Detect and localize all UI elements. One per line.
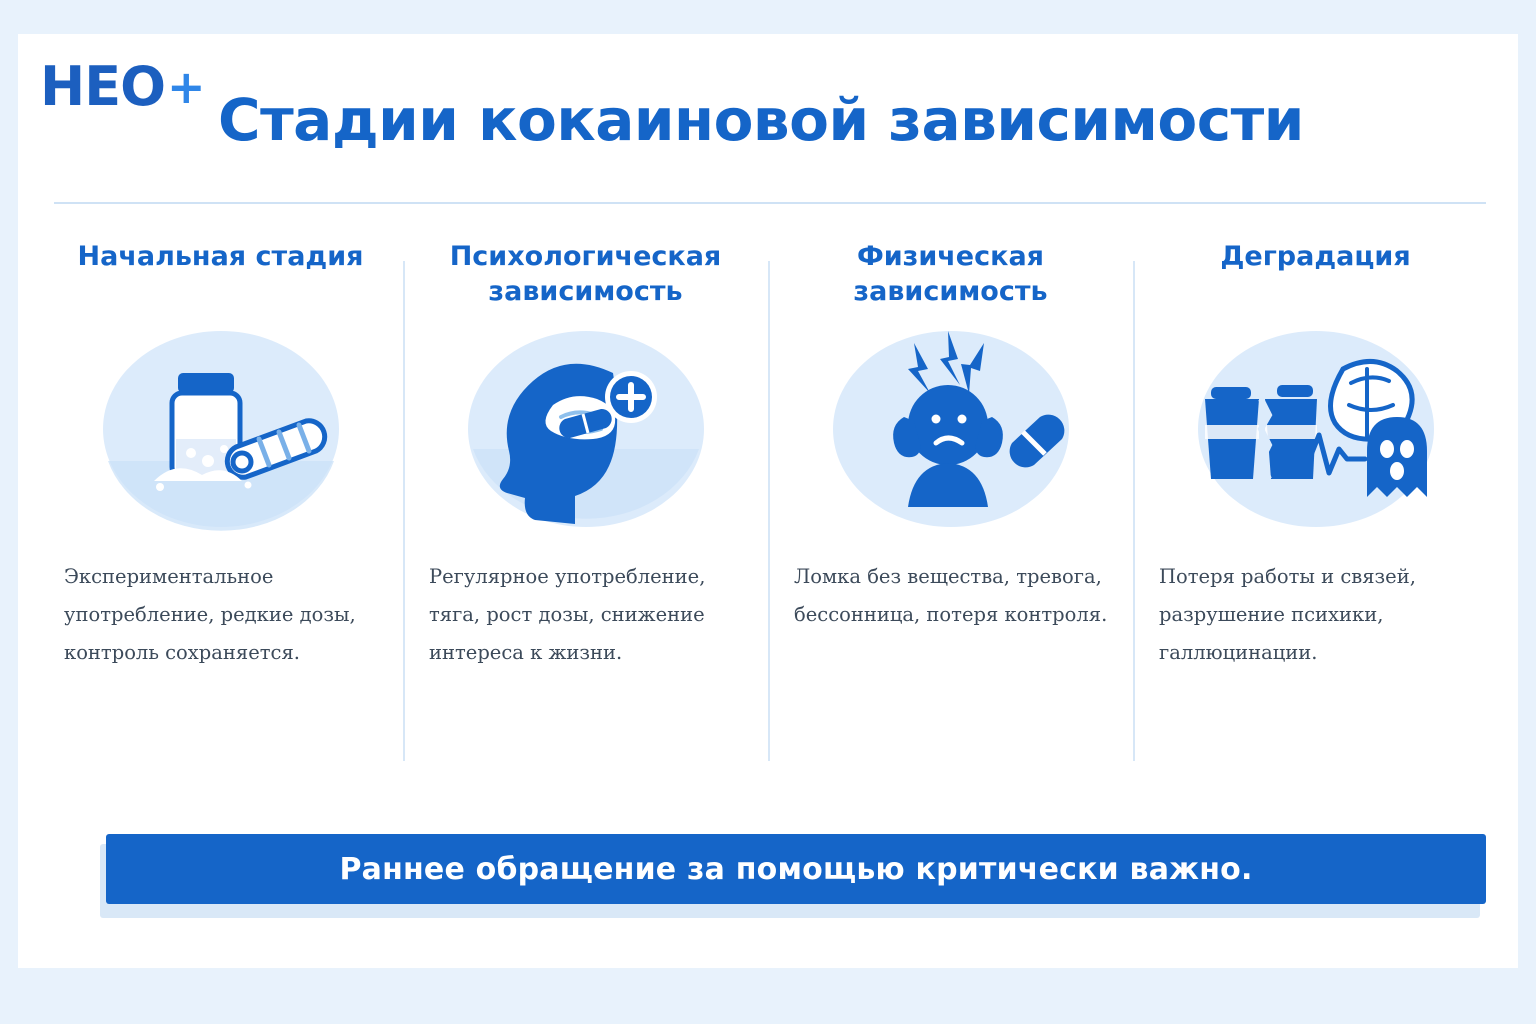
stage-column-2 bbox=[403, 239, 768, 769]
top-strip bbox=[0, 0, 1536, 34]
stage-title-2: Психологическая зависимость bbox=[449, 241, 722, 308]
left-strip bbox=[0, 0, 18, 1024]
right-strip bbox=[1518, 0, 1536, 1024]
head-brain-pill-icon bbox=[461, 321, 711, 536]
brand-logo-plus: + bbox=[167, 60, 205, 114]
stage-description-2: Регулярное употребление, тяга, рост дозы, снижение интереса к жизни. bbox=[429, 565, 706, 665]
poster-canvas bbox=[18, 34, 1518, 968]
brand-logo-text: HEO bbox=[40, 55, 165, 118]
person-headache-icon bbox=[826, 321, 1076, 536]
title-divider bbox=[54, 202, 1486, 204]
footer-banner bbox=[106, 834, 1486, 904]
stages-container bbox=[38, 239, 1498, 769]
pill-bottle-and-powder-icon bbox=[96, 321, 346, 536]
brand-logo bbox=[40, 55, 205, 118]
stage-title-3: Физическая зависимость bbox=[853, 241, 1048, 308]
stage-description-4: Потеря работы и связей, разрушение психики, галлюцинации. bbox=[1159, 565, 1416, 665]
stage-description-3: Ломка без вещества, тревога, бессонница, потеря контроля. bbox=[794, 565, 1108, 627]
briefcase-brain-ghost-icon bbox=[1191, 321, 1441, 536]
stage-column-1 bbox=[38, 239, 403, 769]
footer-banner-text: Раннее обращение за помощью критически важно. bbox=[339, 851, 1253, 887]
stage-column-4 bbox=[1133, 239, 1498, 769]
stage-title-1: Начальная стадия bbox=[77, 241, 364, 272]
stage-column-3 bbox=[768, 239, 1133, 769]
stage-description-1: Экспериментальное употребление, редкие дозы, контроль сохраняется. bbox=[64, 565, 356, 665]
page-title: Стадии кокаиновой зависимости bbox=[218, 86, 1304, 154]
stage-title-4: Деградация bbox=[1220, 241, 1411, 272]
bottom-strip bbox=[0, 968, 1536, 1024]
